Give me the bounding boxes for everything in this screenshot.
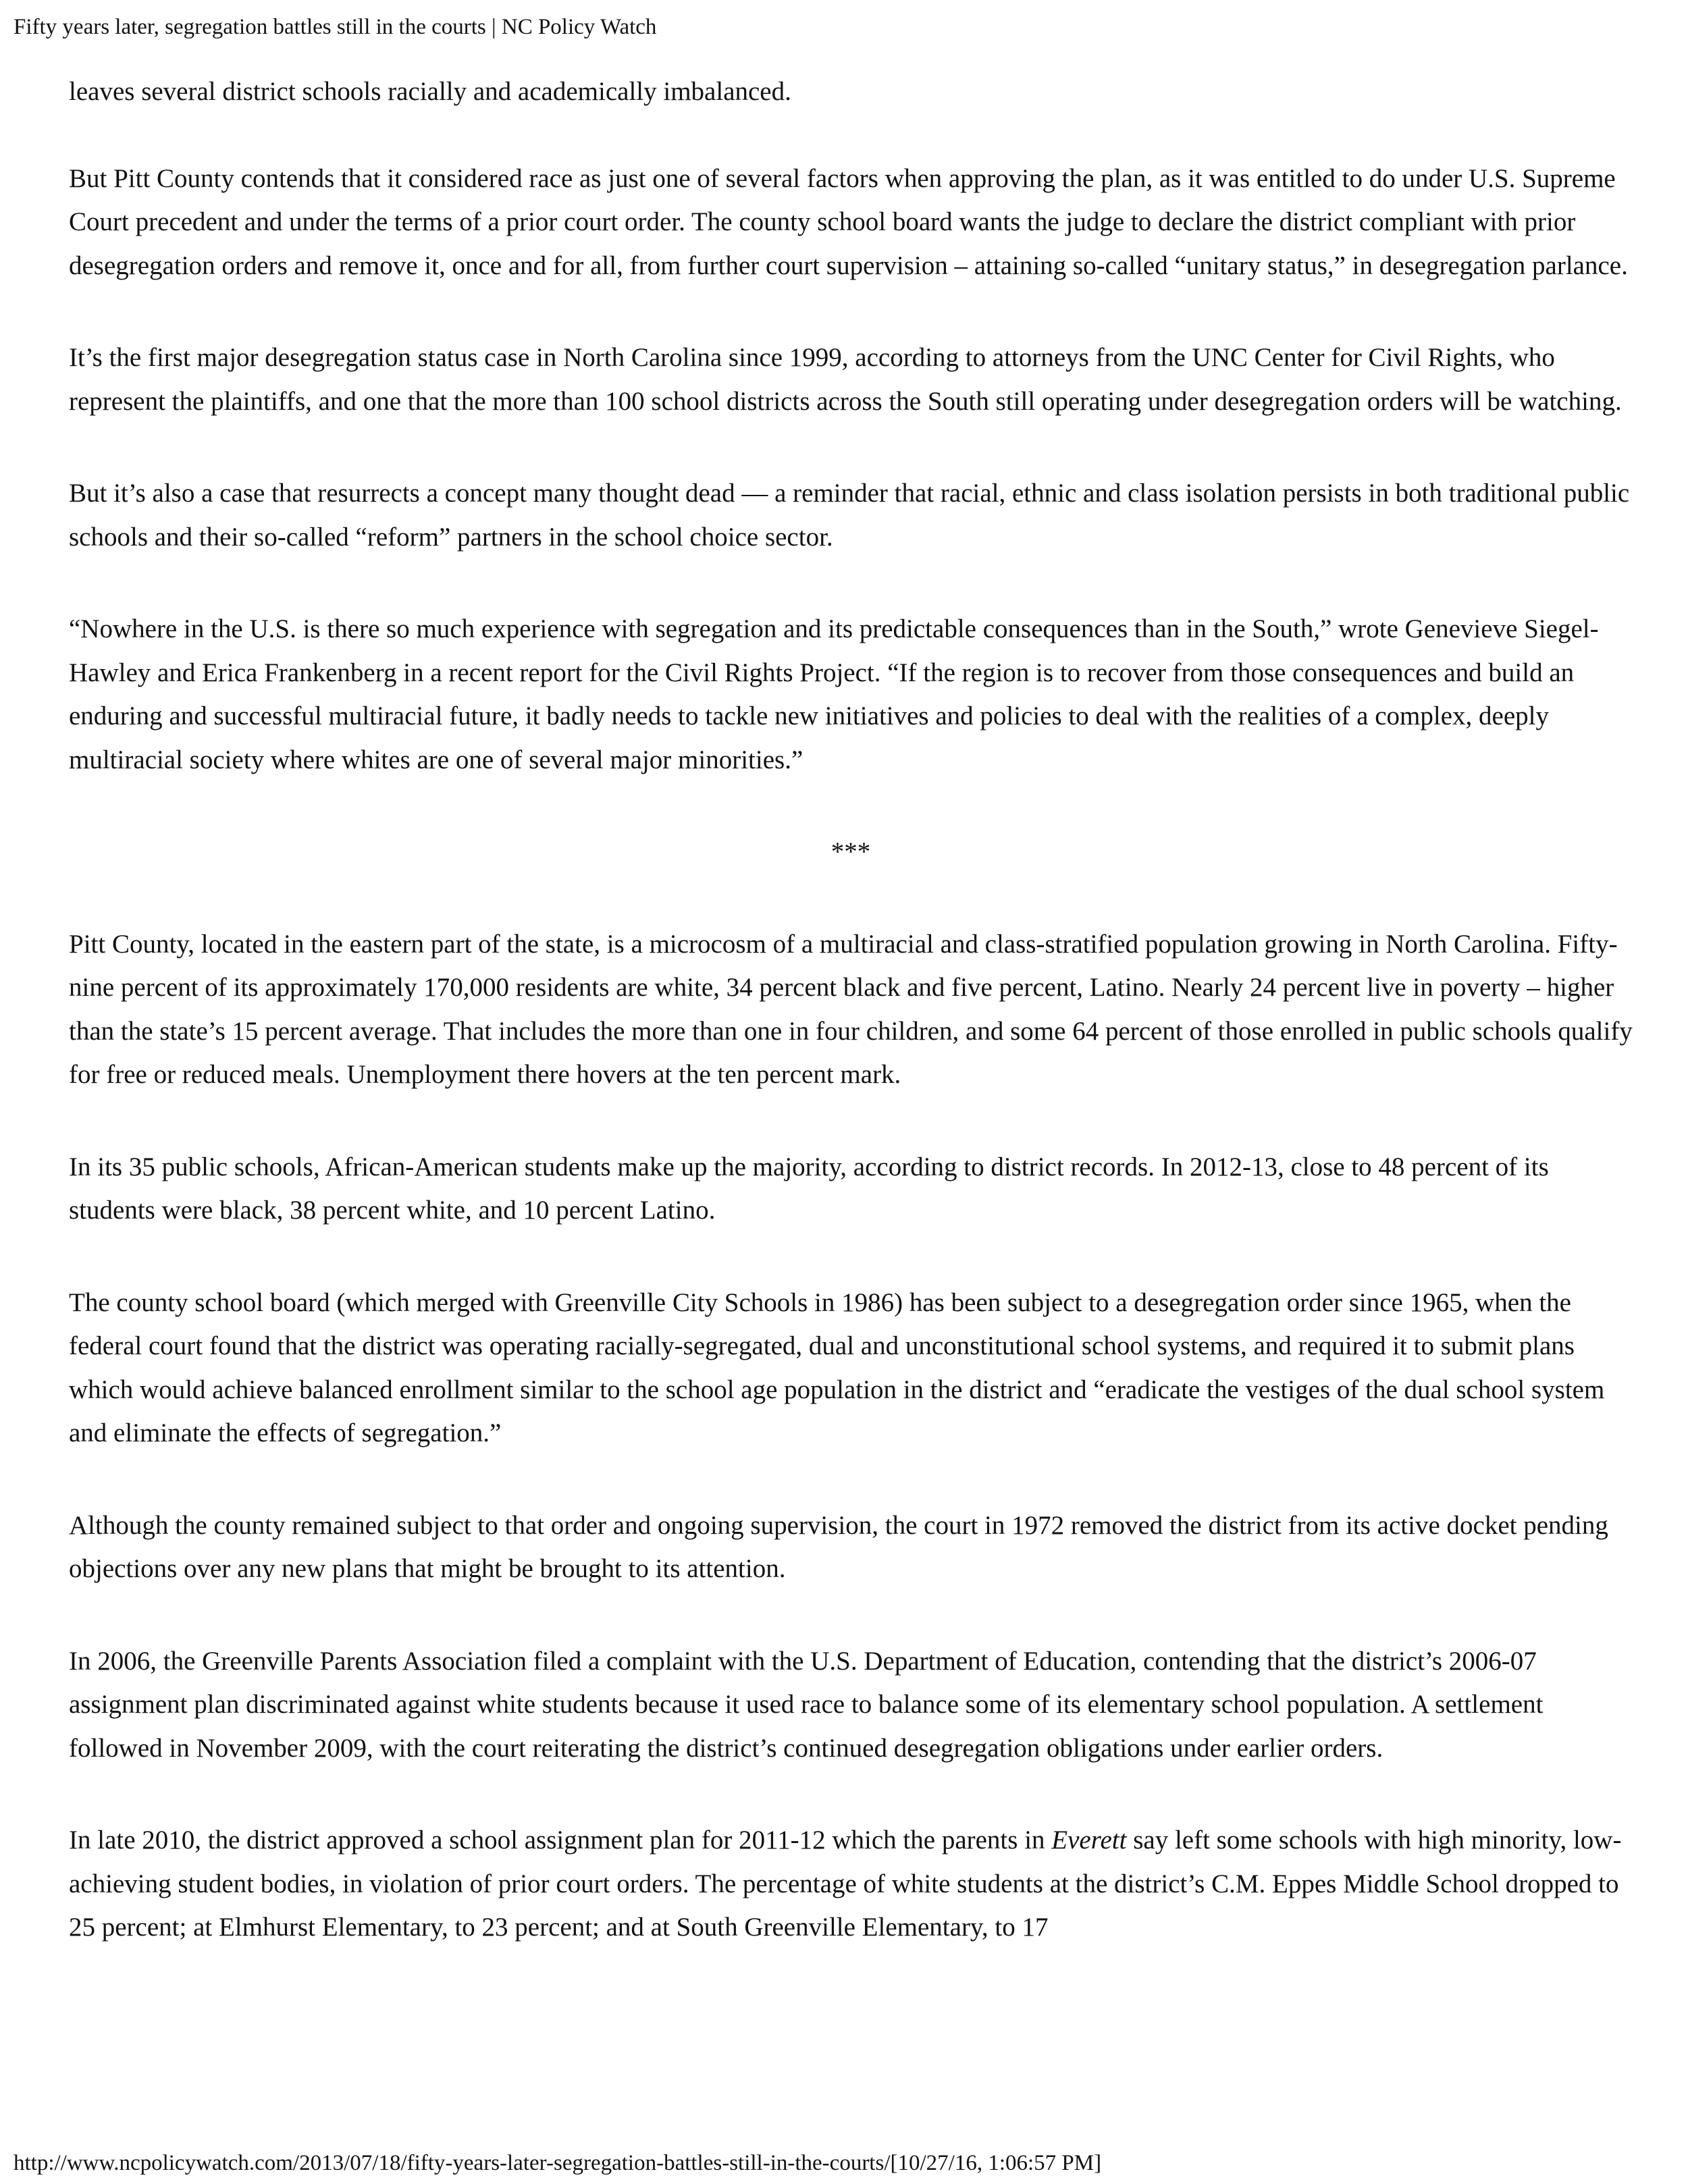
article-paragraph: But Pitt County contends that it considered race as just one of several factors when approving the plan, as it was entitled to do under U.S. Supreme Court precedent and under the terms of a prior court order. The county school board wants the judge to declare the district compliant with prior desegregation orders and remove it, once and for all, from further court supervision – attaining so-called “unitary status,” in desegregation parlance. [69, 163, 1628, 280]
article-paragraph: Pitt County, located in the eastern part of the state, is a microcosm of a multiracial and class-stratified population growing in North Carolina. Fifty-nine percent of its approximately 170,000 residents are white, 34 percent black and five percent, Latino. Nearly 24 percent live in poverty – higher than the state’s 15 percent average. That includes the more than one in four children, and some 64 percent of those enrolled in public schools qualify for free or reduced meals. Unemployment there hovers at the ten percent mark. [69, 929, 1633, 1089]
page-header-title: Fifty years later, segregation battles still in the courts | NC Policy Watch [14, 15, 657, 39]
article-paragraph: Although the county remained subject to that order and ongoing supervision, the court in 1972 removed the district from its active docket pending objections over any new plans that might be brought to its attention. [69, 1510, 1608, 1583]
article-paragraph: leaves several district schools racially and academically imbalanced. [69, 77, 791, 106]
article-paragraph: It’s the first major desegregation status case in North Carolina since 1999, according to attorneys from the UNC Center for Civil Rights, who represent the plaintiffs, and one that the more than 100 school districts across the South still operating under desegregation orders will be watching. [69, 343, 1622, 416]
paragraph-text: say left some schools with high minority, low-achieving student bodies, in violation of prior court orders. The percentage of white students at the district’s C.M. Eppes Middle School dropped to 25 percent; at Elmhurst Elementary, to 23 percent; and at South Greenville Elementary, to 17 [69, 1826, 1622, 1942]
article-body [69, 70, 1633, 1950]
article-paragraph: But it’s also a case that resurrects a concept many thought dead — a reminder that racial, ethnic and class isolation persists in both traditional public schools and their so-called “reform” partners in the school choice sector. [69, 479, 1630, 552]
article-paragraph: The county school board (which merged with Greenville City Schools in 1986) has been subject to a desegregation order since 1965, when the federal court found that the district was operating racially-segregated, dual and unconstitutional school systems, and required it to submit plans which would achieve balanced enrollment similar to the school age population in the district and “eradicate the vestiges of the dual school system and eliminate the effects of segregation.” [69, 1287, 1605, 1447]
section-separator: *** [830, 837, 871, 866]
article-paragraph [69, 1819, 1633, 1950]
paragraph-text: In late 2010, the district approved a school assignment plan for 2011-12 which the parents in [69, 1826, 1052, 1855]
page-footer-url: http://www.ncpolicywatch.com/2013/07/18/fifty-years-later-segregation-battles-still-in-the-courts/[10/27/16, 1:06:57 PM] [14, 2151, 1102, 2175]
article-paragraph: In its 35 public schools, African-American students make up the majority, according to district records. In 2012-13, close to 48 percent of its students were black, 38 percent white, and 10 percent Latino. [69, 1152, 1549, 1225]
article-paragraph: In 2006, the Greenville Parents Association filed a complaint with the U.S. Department of Education, contending that the district’s 2006-07 assignment plan discriminated against white students because it used race to balance some of its elementary school population. A settlement followed in November 2009, with the court reiterating the district’s continued desegregation obligations under earlier orders. [69, 1646, 1544, 1763]
article-paragraph: “Nowhere in the U.S. is there so much experience with segregation and its predictable consequences than in the South,” wrote Genevieve Siegel-Hawley and Erica Frankenberg in a recent report for the Civil Rights Project. “If the region is to recover from those consequences and build an enduring and successful multiracial future, it badly needs to tackle new initiatives and policies to deal with the realities of a complex, deeply multiracial society where whites are one of several major minorities.” [69, 614, 1599, 774]
case-name-italic: Everett [1051, 1826, 1127, 1855]
